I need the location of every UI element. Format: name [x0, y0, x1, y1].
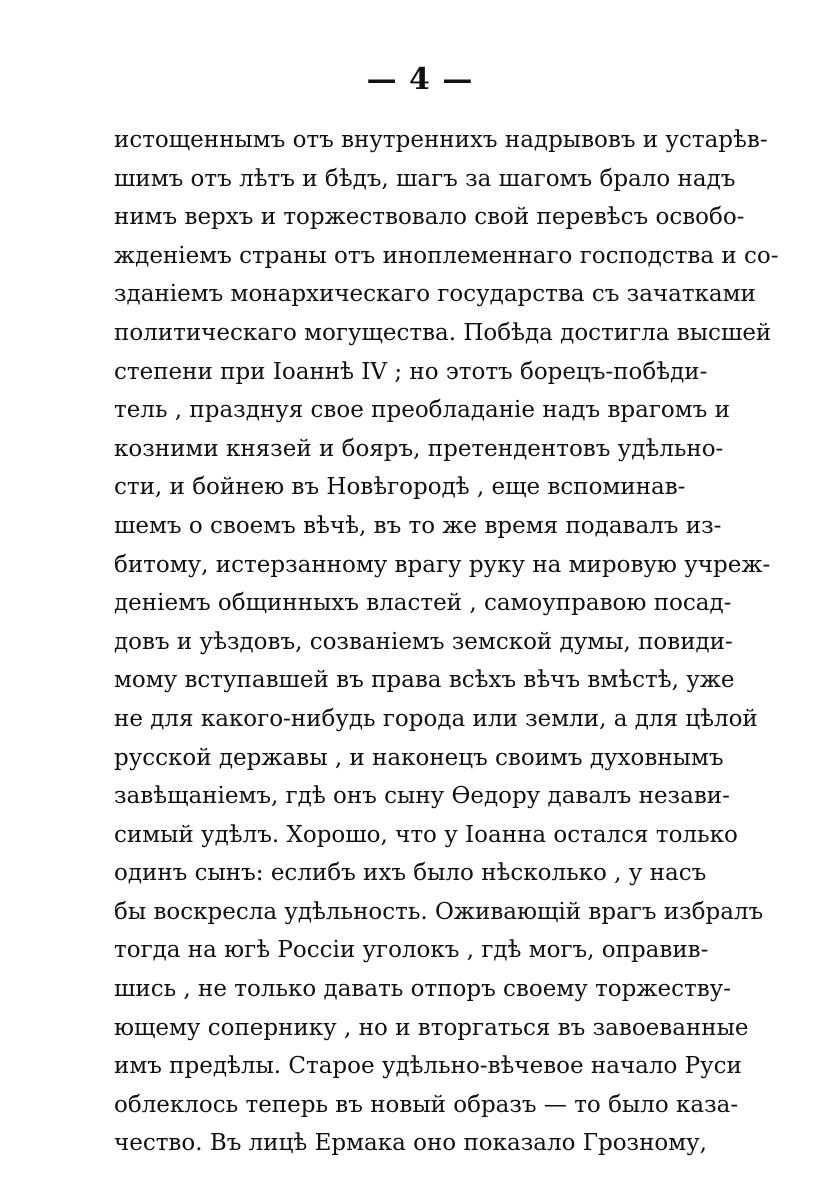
text-line: политическаго могущества. Побѣда достигла высшей	[114, 319, 772, 346]
text-line: завѣщаніемъ, гдѣ онъ сыну Ѳедору давалъ незави-	[114, 783, 730, 810]
body-text	[114, 121, 779, 1163]
text-line: одинъ сынъ: еслибъ ихъ было нѣсколько , у насъ	[114, 860, 707, 887]
text-line: облеклось теперь въ новый образъ — то было каза-	[114, 1091, 739, 1118]
text-line: чество. Въ лицѣ Ермака оно показало Грозному,	[114, 1130, 707, 1157]
text-line: деніемъ общинныхъ властей , самоуправою посад-	[114, 590, 732, 617]
text-line: тогда на югѣ Россіи уголокъ , гдѣ могъ, оправив-	[114, 937, 709, 964]
text-line: бы воскресла удѣльность. Оживающій врагъ избралъ	[114, 898, 764, 925]
text-line: симый удѣлъ. Хорошо, что у Іоанна остался только	[114, 821, 738, 848]
text-line: жденіемъ страны отъ иноплеменнаго господства и со-	[114, 242, 779, 269]
text-line: ющему сопернику , но и вторгаться въ завоеванные	[114, 1014, 749, 1041]
page-number: — 4 —	[366, 62, 474, 97]
text-line: шимъ отъ лѣтъ и бѣдъ, шагъ за шагомъ брало надъ	[114, 165, 736, 192]
text-line: русской державы , и наконецъ своимъ духовнымъ	[114, 744, 724, 771]
text-line: битому, истерзанному врагу руку на мировую учреж-	[114, 551, 771, 578]
text-line: довъ и уѣздовъ, созваніемъ земской думы, повиди-	[114, 628, 733, 655]
text-line: сти, и бойнею въ Новѣгородѣ , еще вспоминав-	[114, 474, 686, 501]
text-line: зданіемъ монархическаго государства съ зачатками	[114, 281, 756, 308]
text-line: степени при Іоаннѣ IV ; но этотъ борецъ-побѣди-	[114, 358, 708, 385]
text-line: козними князей и бояръ, претендентовъ удѣльно-	[114, 435, 724, 462]
text-line: имъ предѣлы. Старое удѣльно-вѣчевое начало Руси	[114, 1053, 742, 1080]
text-line: не для какого-нибудь города или земли, а для цѣлой	[114, 705, 758, 732]
text-line: шись , не только давать отпоръ своему торжеству-	[114, 976, 731, 1003]
text-line: тель , празднуя свое преобладаніе надъ врагомъ и	[114, 397, 730, 424]
text-line: шемъ о своемъ вѣчѣ, въ то же время подавалъ из-	[114, 512, 722, 539]
text-line: мому вступавшей въ права всѣхъ вѣчъ вмѣстѣ, уже	[114, 667, 735, 694]
text-line: нимъ верхъ и торжествовало свой перевѣсъ освобо-	[114, 204, 745, 231]
text-line: истощеннымъ отъ внутреннихъ надрывовъ и устарѣв-	[114, 127, 768, 153]
